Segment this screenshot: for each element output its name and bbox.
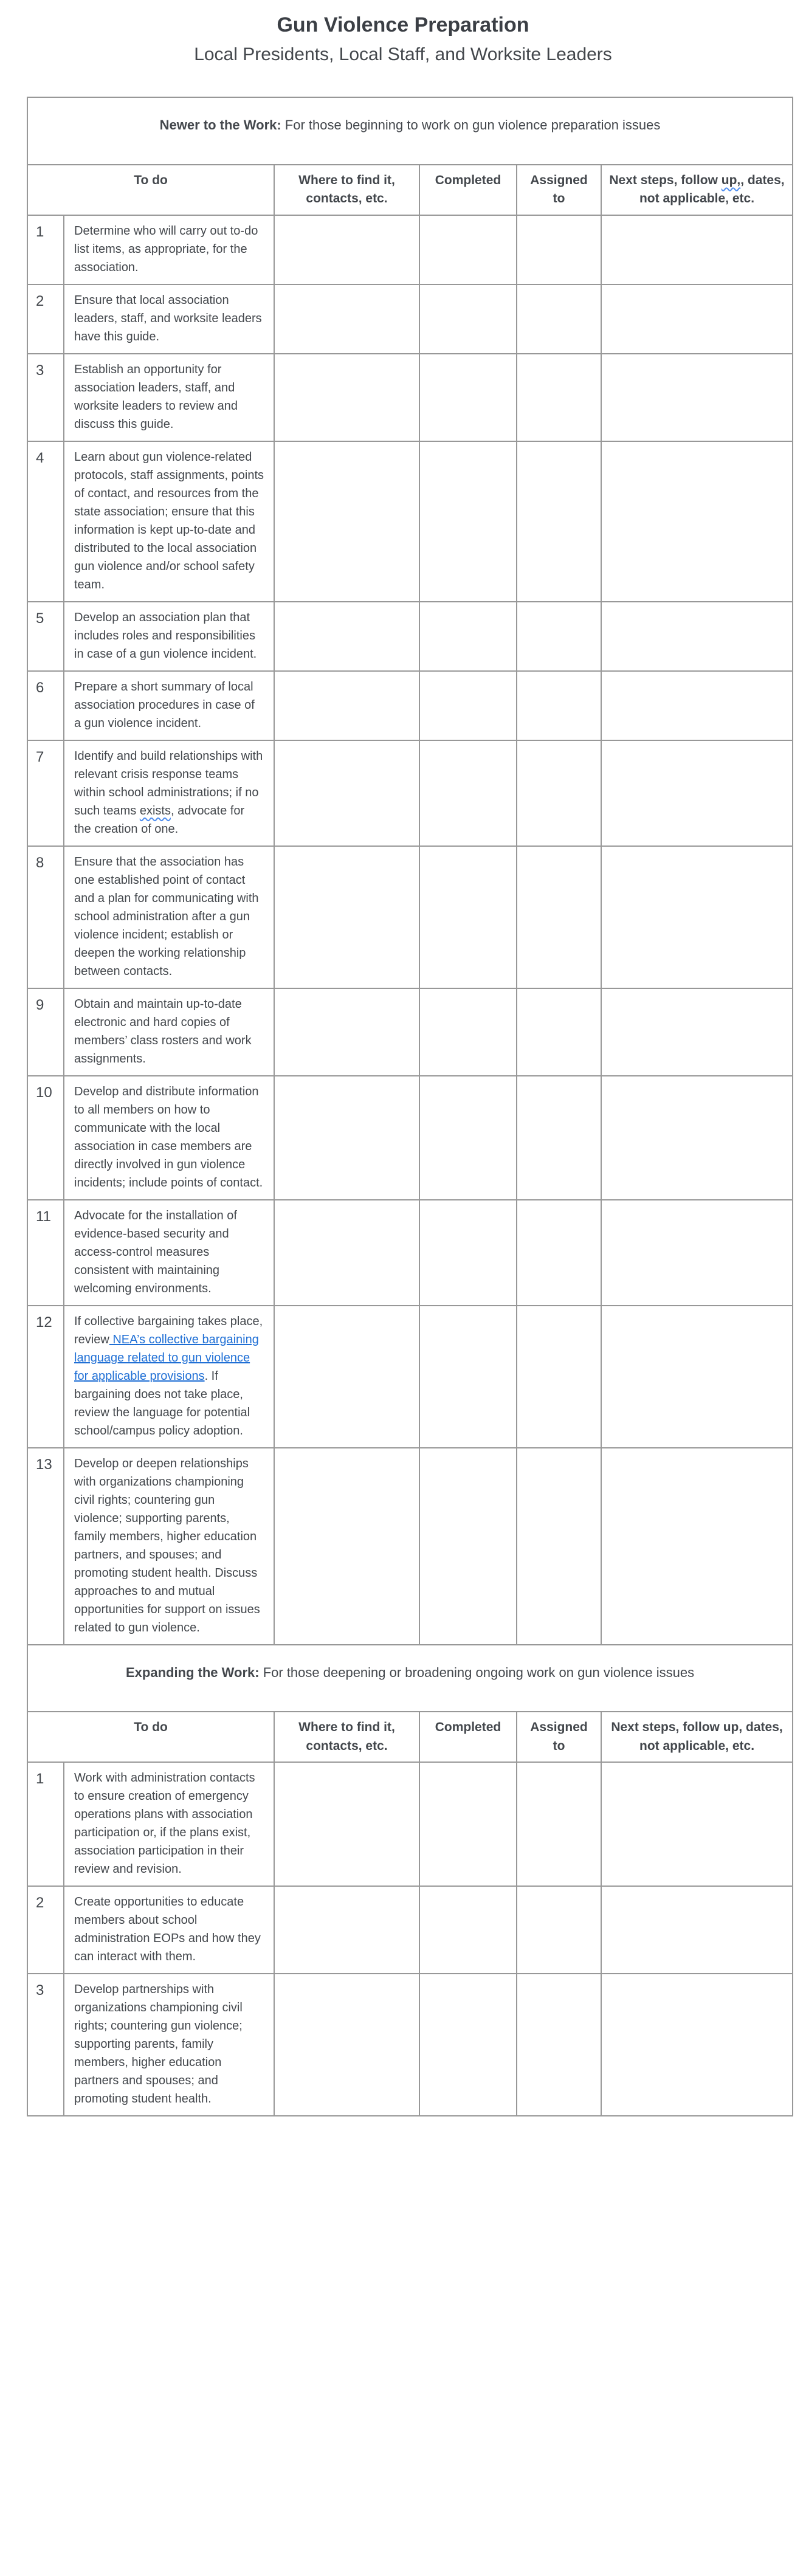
table-row [27,846,793,988]
todo-cell [64,1448,274,1645]
column-header-todo: To do [27,1712,274,1762]
section-heading-bold: Newer to the Work: [159,117,281,133]
table-row [27,215,793,284]
where-cell [274,846,419,988]
text-segment: Work with administration contacts to ensure creation of emergency operations plans with association participation or, if the plans exist, association participation in their review and revision. [74,1771,255,1876]
todo-cell [64,354,274,441]
row-number-cell: 3 [27,354,64,441]
next-steps-cell [601,846,793,988]
completed-cell [419,1306,517,1448]
assigned-cell [517,1762,601,1886]
todo-cell [64,846,274,988]
assigned-cell [517,441,601,602]
assigned-cell [517,1076,601,1200]
row-number-cell: 10 [27,1076,64,1200]
completed-cell [419,354,517,441]
table-row [27,284,793,354]
section-heading-cell [27,97,793,165]
next-steps-cell [601,671,793,740]
assigned-cell [517,354,601,441]
row-number-cell: 6 [27,671,64,740]
table-row [27,1886,793,1974]
text-segment: Develop an association plan that includes roles and responsibilities in case of a gun violence incident. [74,610,257,661]
text-segment: Advocate for the installation of evidence-based security and access-control measures consistent with maintaining welcoming environments. [74,1208,237,1295]
text-segment: Develop or deepen relationships with organizations championing civil rights; countering gun violence; supporting parents, family members, higher education partners, and spouses; and promoting student health. Discuss approaches to and mutual opportunities for support on issues related to gun violence. [74,1456,260,1634]
assigned-cell [517,846,601,988]
next-steps-cell [601,1448,793,1645]
completed-cell [419,1762,517,1886]
page-subtitle: Local Presidents, Local Staff, and Worksite Leaders [194,44,612,64]
text-segment: Develop and distribute information to all members on how to communicate with the local association in case members are directly involved in gun violence incidents; include points of contact. [74,1084,263,1190]
todo-cell [64,1762,274,1886]
next-steps-cell [601,602,793,671]
row-number-cell: 1 [27,215,64,284]
where-cell [274,1076,419,1200]
row-number-cell: 5 [27,602,64,671]
section-heading-bold: Expanding the Work: [125,1664,260,1680]
column-header-completed: Completed [419,1712,517,1762]
where-cell [274,1306,419,1448]
text-segment: Establish an opportunity for association leaders, staff, and worksite leaders to review and discuss this guide. [74,362,238,431]
table-row [27,1200,793,1306]
text-segment: Next steps, follow up, dates, not applicable, etc. [611,1720,783,1753]
row-number-cell: 8 [27,846,64,988]
text-segment: Develop partnerships with organizations championing civil rights; countering gun violence; supporting parents, family members, higher education partners and spouses; and promoting student health. [74,1983,243,2106]
todo-cell [64,1076,274,1200]
column-header-completed: Completed [419,165,517,215]
where-cell [274,1886,419,1974]
where-cell [274,284,419,354]
column-header-todo: To do [27,165,274,215]
next-steps-cell [601,1306,793,1448]
todo-cell [64,602,274,671]
next-steps-cell [601,215,793,284]
text-segment: Ensure that the association has one established point of contact and a plan for communicating with school administration after a gun violence incident; establish or deepen the working relationship between contacts. [74,855,259,978]
row-number-cell: 2 [27,1886,64,1974]
completed-cell [419,215,517,284]
next-steps-cell [601,740,793,846]
table-row [27,988,793,1076]
column-header-assigned: Assigned to [517,165,601,215]
completed-cell [419,846,517,988]
next-steps-cell [601,1886,793,1974]
section-heading-cell [27,1645,793,1712]
section-heading-rest: For those beginning to work on gun violence preparation issues [281,117,661,133]
spellcheck-squiggle-text: up, [721,173,741,187]
where-cell [274,1200,419,1306]
column-header-where: Where to find it, contacts, etc. [274,165,419,215]
section-heading-row [27,97,793,165]
assigned-cell [517,671,601,740]
table-row [27,1076,793,1200]
text-segment: , dates, not applicable, etc. [639,173,785,206]
next-steps-cell [601,354,793,441]
text-segment: Prepare a short summary of local association procedures in case of a gun violence incident. [74,680,255,730]
completed-cell [419,740,517,846]
where-cell [274,354,419,441]
column-header-next-steps [601,165,793,215]
table-row [27,1762,793,1886]
completed-cell [419,284,517,354]
todo-cell [64,1886,274,1974]
column-header-where: Where to find it, contacts, etc. [274,1712,419,1762]
todo-cell [64,671,274,740]
completed-cell [419,1448,517,1645]
todo-cell [64,988,274,1076]
text-segment: , advocate for the creation of one. [74,804,245,836]
text-segment: . If bargaining does not take place, review the language for potential school/campus policy adoption. [74,1369,250,1438]
assigned-cell [517,602,601,671]
text-segment: Create opportunities to educate members about school administration EOPs and how they can interact with them. [74,1895,261,1964]
row-number-cell: 4 [27,441,64,602]
column-header-assigned: Assigned to [517,1712,601,1762]
table-row [27,354,793,441]
assigned-cell [517,1200,601,1306]
assigned-cell [517,215,601,284]
where-cell [274,1974,419,2116]
checklist-table-newer [27,97,793,1645]
todo-cell [64,1306,274,1448]
todo-cell [64,215,274,284]
assigned-cell [517,1886,601,1974]
where-cell [274,1448,419,1645]
next-steps-cell [601,1762,793,1886]
column-header-row [27,165,793,215]
where-cell [274,671,419,740]
table-row [27,1306,793,1448]
row-number-cell: 11 [27,1200,64,1306]
assigned-cell [517,1306,601,1448]
next-steps-cell [601,1974,793,2116]
assigned-cell [517,284,601,354]
nea-bargaining-link[interactable]: NEA’s collective bargaining language related to gun violence for applicable provisions [74,1332,259,1383]
completed-cell [419,671,517,740]
todo-cell [64,1974,274,2116]
row-number-cell: 7 [27,740,64,846]
row-number-cell: 13 [27,1448,64,1645]
table-row [27,441,793,602]
text-segment: Next steps, follow [609,173,722,187]
completed-cell [419,1886,517,1974]
row-number-cell: 3 [27,1974,64,2116]
todo-cell [64,740,274,846]
where-cell [274,740,419,846]
text-segment: Determine who will carry out to-do list items, as appropriate, for the association. [74,224,258,274]
column-header-next-steps [601,1712,793,1762]
row-number-cell: 9 [27,988,64,1076]
next-steps-cell [601,441,793,602]
table-row [27,602,793,671]
text-segment: If collective bargaining takes place, review [74,1314,263,1346]
completed-cell [419,1974,517,2116]
where-cell [274,988,419,1076]
text-segment: Learn about gun violence-related protocols, staff assignments, points of contact, and resources from the state association; ensure that this information is kept up-to-date and distributed to the local association gun violence and/or school safety team. [74,450,264,591]
table-row [27,1448,793,1645]
assigned-cell [517,1448,601,1645]
row-number-cell: 12 [27,1306,64,1448]
completed-cell [419,988,517,1076]
assigned-cell [517,988,601,1076]
where-cell [274,1762,419,1886]
completed-cell [419,441,517,602]
todo-cell [64,284,274,354]
completed-cell [419,1200,517,1306]
table-row [27,1974,793,2116]
next-steps-cell [601,1076,793,1200]
where-cell [274,602,419,671]
table-row [27,671,793,740]
next-steps-cell [601,1200,793,1306]
column-header-row [27,1712,793,1762]
text-segment: Obtain and maintain up-to-date electronic and hard copies of members’ class rosters and work assignments. [74,997,252,1066]
spellcheck-squiggle-text: exists [139,804,171,818]
where-cell [274,215,419,284]
checklist-table-expanding [27,1644,793,2117]
where-cell [274,441,419,602]
assigned-cell [517,740,601,846]
section-heading-row [27,1645,793,1712]
text-segment: Identify and build relationships with relevant crisis response teams within school administrations; if no such teams [74,749,263,818]
row-number-cell: 2 [27,284,64,354]
row-number-cell: 1 [27,1762,64,1886]
assigned-cell [517,1974,601,2116]
completed-cell [419,1076,517,1200]
text-segment: Ensure that local association leaders, staff, and worksite leaders have this guide. [74,293,262,343]
next-steps-cell [601,284,793,354]
todo-cell [64,1200,274,1306]
todo-cell [64,441,274,602]
page-title: Gun Violence Preparation [277,13,529,36]
section-heading-rest: For those deepening or broadening ongoing work on gun violence issues [259,1664,695,1680]
next-steps-cell [601,988,793,1076]
completed-cell [419,602,517,671]
table-row [27,740,793,846]
